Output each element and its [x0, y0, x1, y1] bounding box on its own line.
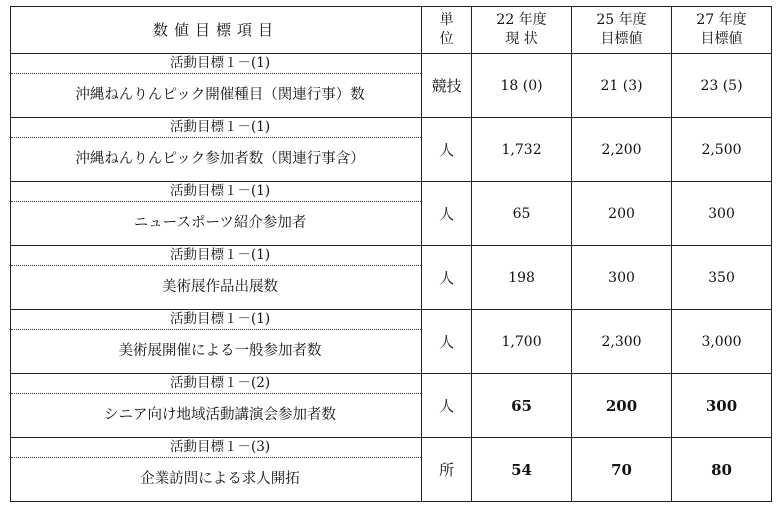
value-fy22: 18 (0): [472, 54, 572, 118]
unit-cell: 人: [422, 182, 472, 246]
header-fy22-line2: 現 状: [505, 31, 538, 47]
item-cell: [11, 118, 422, 182]
value-fy22: 54: [472, 438, 572, 502]
value-fy25: 200: [572, 374, 672, 438]
value-fy27: 350: [672, 246, 772, 310]
item-cell: [11, 182, 422, 246]
header-fy27-line2: 目標値: [700, 31, 743, 47]
value-fy25: 70: [572, 438, 672, 502]
table-row: [11, 374, 772, 438]
value-fy25: 21 (3): [572, 54, 672, 118]
item-name: 沖縄ねんりんピック開催種目（関連行事）数: [75, 87, 365, 103]
activity-label: 活動目標１－(1): [11, 182, 421, 202]
value-fy27: 80: [672, 438, 772, 502]
table-row: [11, 310, 772, 374]
item-name: シニア向け地域活動講演会参加者数: [104, 407, 337, 423]
item-cell: [11, 246, 422, 310]
activity-label: 活動目標１－(2): [11, 374, 421, 394]
header-unit: [422, 7, 472, 54]
header-fy27: [672, 7, 772, 54]
item-cell: [11, 374, 422, 438]
table-row: [11, 118, 772, 182]
header-fy25-line1: 25 年度: [596, 12, 647, 28]
unit-cell: 人: [422, 118, 472, 182]
header-unit-line1: 単: [439, 12, 454, 28]
value-fy25: 2,200: [572, 118, 672, 182]
value-fy22: 198: [472, 246, 572, 310]
activity-label: 活動目標１－(1): [11, 54, 421, 74]
table-row: [11, 182, 772, 246]
header-fy27-line1: 27 年度: [696, 12, 747, 28]
activity-label: 活動目標１－(3): [11, 438, 421, 458]
header-fy25-line2: 目標値: [600, 31, 643, 47]
item-cell: [11, 310, 422, 374]
unit-cell: 所: [422, 438, 472, 502]
value-fy27: 300: [672, 374, 772, 438]
item-name: 美術展開催による一般参加者数: [118, 343, 322, 359]
value-fy22: 65: [472, 374, 572, 438]
value-fy25: 300: [572, 246, 672, 310]
item-cell: [11, 54, 422, 118]
value-fy25: 200: [572, 182, 672, 246]
unit-cell: 人: [422, 246, 472, 310]
value-fy22: 1,732: [472, 118, 572, 182]
table-row: [11, 54, 772, 118]
header-fy22-line1: 22 年度: [496, 12, 547, 28]
header-fy25: [572, 7, 672, 54]
value-fy27: 23 (5): [672, 54, 772, 118]
activity-label: 活動目標１－(1): [11, 310, 421, 330]
value-fy25: 2,300: [572, 310, 672, 374]
table-row: [11, 246, 772, 310]
header-row: [11, 7, 772, 54]
item-name: 企業訪問による求人開拓: [140, 471, 300, 487]
header-fy22: [472, 7, 572, 54]
item-name: 美術展作品出展数: [162, 279, 279, 295]
unit-cell: 競技: [422, 54, 472, 118]
unit-cell: 人: [422, 310, 472, 374]
value-fy27: 300: [672, 182, 772, 246]
activity-label: 活動目標１－(1): [11, 246, 421, 266]
value-fy22: 1,700: [472, 310, 572, 374]
item-cell: [11, 438, 422, 502]
header-unit-line2: 位: [439, 31, 454, 47]
target-table: [10, 6, 772, 502]
value-fy27: 3,000: [672, 310, 772, 374]
value-fy22: 65: [472, 182, 572, 246]
unit-cell: 人: [422, 374, 472, 438]
activity-label: 活動目標１－(1): [11, 118, 421, 138]
value-fy27: 2,500: [672, 118, 772, 182]
item-name: ニュースポーツ紹介参加者: [133, 215, 307, 231]
header-item: 数値目標項目: [11, 7, 422, 54]
table-row: [11, 438, 772, 502]
item-name: 沖縄ねんりんピック参加者数（関連行事含）: [75, 151, 365, 167]
